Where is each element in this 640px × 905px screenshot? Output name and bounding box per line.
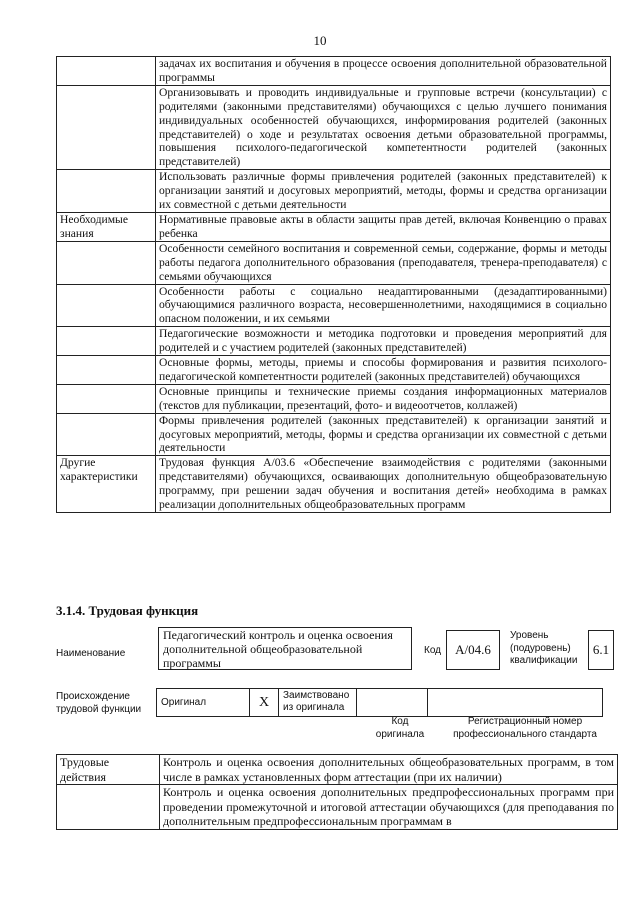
row-text: Использовать различные формы привлечения родителей (законных представителей) к организации занятий и досуговых мероприятий, методы, формы и средства организации их совместной с детьми деятельности	[156, 170, 611, 213]
row-label	[57, 327, 156, 356]
row-label	[57, 785, 160, 830]
table-row	[57, 456, 611, 513]
row-label-other: Другие характеристики	[57, 456, 156, 513]
row-label	[57, 170, 156, 213]
origin-table	[156, 688, 603, 717]
row-text: Контроль и оценка освоения дополнительных предпрофессиональных программ при проведении промежуточной и итоговой аттестации обучающихся (для преподавания по дополнительным предпрофессиональным программам в	[160, 785, 618, 830]
row-label	[57, 284, 156, 327]
row-text: Нормативные правовые акты в области защиты прав детей, включая Конвенцию о правах ребенка	[156, 212, 611, 241]
row-text: задачах их воспитания и обучения в процессе освоения дополнительной образовательной программы	[156, 57, 611, 86]
row-text: Трудовая функция А/03.6 «Обеспечение взаимодействия с родителями (законными представителями) обучающихся, осваивающих дополнительную общеобразовательную программу, при решении задач обучения и воспитания детей» необходима в рамках реализации дополнительных общеобразовательных программ	[156, 456, 611, 513]
row-text: Особенности работы с социально неадаптированными (дезадаптированными) обучающимися различного возраста, несовершеннолетними, находящимися в социально опасном положении, и их семьями	[156, 284, 611, 327]
labor-actions-table	[56, 754, 618, 830]
row-label	[57, 413, 156, 456]
row-label-actions: Трудовые действия	[57, 755, 160, 785]
table-row	[57, 212, 611, 241]
origin-label: Происхождение трудовой функции	[56, 691, 142, 715]
table-row	[57, 85, 611, 169]
row-text: Особенности семейного воспитания и современной семьи, содержание, формы и методы работы педагога дополнительного образования (преподавателя, тренера-преподавателя) с семьями обучающихся	[156, 241, 611, 284]
page-number: 10	[313, 33, 327, 48]
row-label	[57, 384, 156, 413]
name-label: Наименование	[56, 648, 126, 659]
row-text: Контроль и оценка освоения дополнительных общеобразовательных программ, в том числе в рамках установленных форм аттестации (при их наличии)	[160, 755, 618, 785]
row-label	[57, 57, 156, 86]
code-original-label: Код оригинала	[375, 716, 425, 740]
function-name-box: Педагогический контроль и оценка освоения дополнительной общеобразовательной программы	[158, 627, 412, 670]
table-row	[57, 170, 611, 213]
original-mark: X	[250, 689, 279, 717]
row-text: Педагогические возможности и методика подготовки и проведения мероприятий для родителей и с участием родителей (законных представителей)	[156, 327, 611, 356]
code-value-box: А/04.6	[446, 630, 500, 670]
table-row	[57, 384, 611, 413]
code-label: Код	[424, 645, 442, 656]
level-label: Уровень (подуровень) квалификации	[510, 630, 578, 666]
table-row	[57, 755, 618, 785]
table-row	[57, 327, 611, 356]
section-title: 3.1.4. Трудовая функция	[56, 603, 199, 618]
row-label	[57, 356, 156, 385]
row-label	[57, 85, 156, 169]
table-row	[57, 241, 611, 284]
borrowed-cell: Заимствовано из оригинала	[279, 689, 357, 717]
row-label	[57, 241, 156, 284]
table-row	[57, 57, 611, 86]
table-row	[57, 785, 618, 830]
code-original-cell	[357, 689, 428, 717]
reg-number-label: Регистрационный номер профессионального стандарта	[453, 716, 597, 740]
level-value-box: 6.1	[588, 630, 614, 670]
row-label-knowledge: Необходимые знания	[57, 212, 156, 241]
reg-number-cell	[428, 689, 603, 717]
row-text: Формы привлечения родителей (законных представителей) к организации занятий и досуговых мероприятий, методы, формы и средства организации их совместной с детьми деятельности	[156, 413, 611, 456]
table-row	[57, 413, 611, 456]
row-text: Организовывать и проводить индивидуальные и групповые встречи (консультации) с родителями (законными представителями) обучающихся с целью лучшего понимания индивидуальных особенностей обучающихся, информирования родителей (законных представителей) о ходе и результатах освоения детьми образовательной программы, повышения психолого-педагогической компетентности родителей (законных представителей)	[156, 85, 611, 169]
row-text: Основные формы, методы, приемы и способы формирования и развития психолого-педагогической компетентности родителей (законных представителей) обучающихся	[156, 356, 611, 385]
table-row	[57, 356, 611, 385]
row-text: Основные принципы и технические приемы создания информационных материалов (текстов для публикации, презентаций, фото- и видеоотчетов, коллажей)	[156, 384, 611, 413]
skills-knowledge-table	[56, 56, 611, 513]
table-row	[57, 284, 611, 327]
original-cell: Оригинал	[157, 689, 250, 717]
